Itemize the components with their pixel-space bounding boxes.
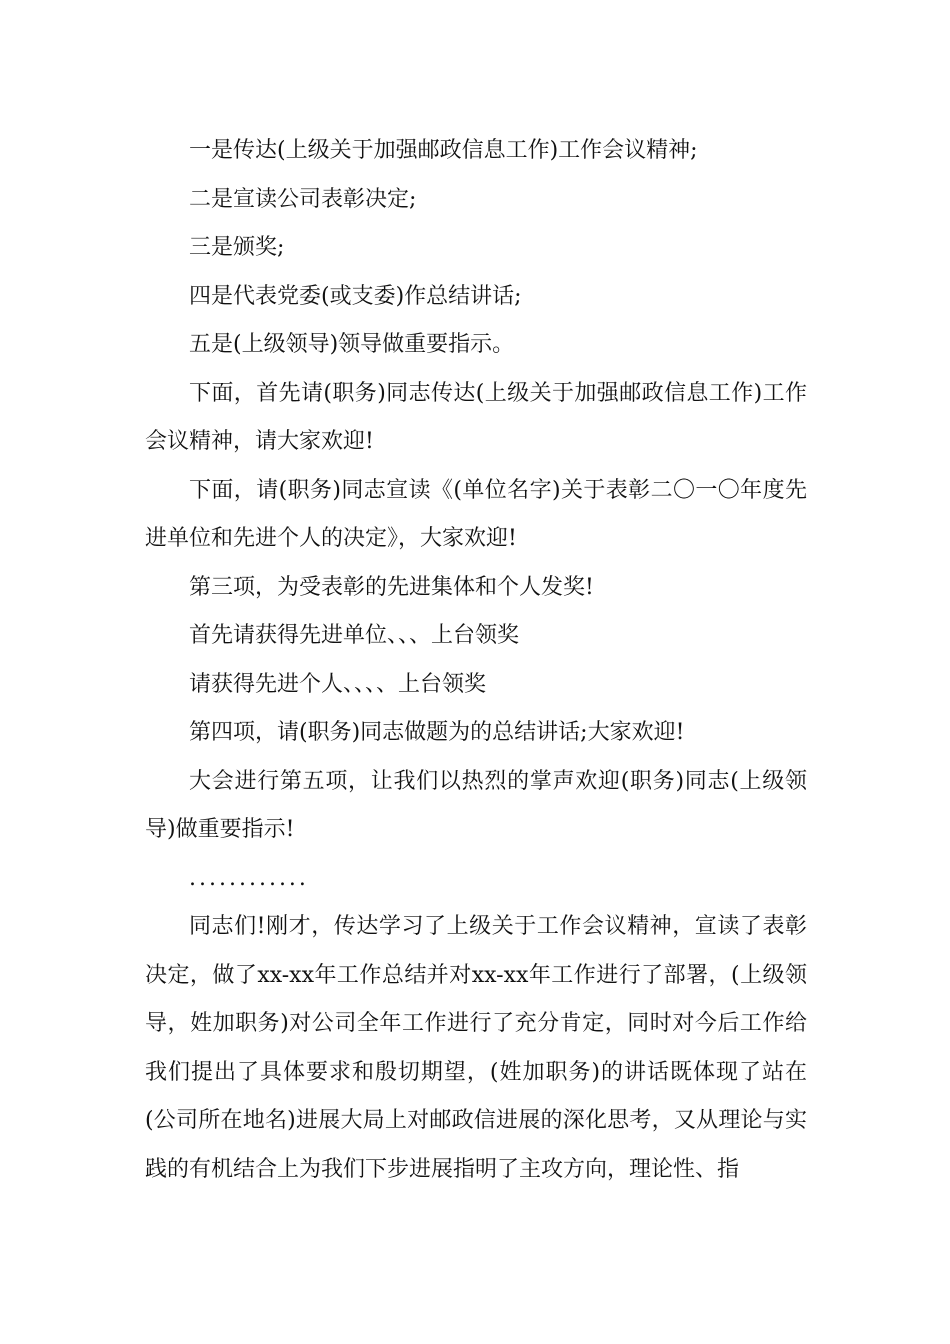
paragraph-leader-instructions: 大会进行第五项，让我们以热烈的掌声欢迎(职务)同志(上级领导)做重要指示! bbox=[145, 768, 807, 842]
agenda-item-4: 四是代表党委(或支委)作总结讲话; bbox=[189, 283, 522, 309]
paragraph-commendation-reading: 下面，请(职务)同志宣读《(单位名字)关于表彰二〇一〇年度先进单位和先进个人的决定》，大家欢迎! bbox=[145, 477, 807, 551]
paragraph-award-item: 第三项，为受表彰的先进集体和个人发奖! bbox=[189, 574, 594, 600]
paragraph-individual-awards: 请获得先进个人、、、、上台领奖 bbox=[189, 671, 487, 697]
paragraph-unit-awards: 首先请获得先进单位、、、上台领奖 bbox=[189, 623, 520, 648]
agenda-item-5: 五是(上级领导)领导做重要指示。 bbox=[189, 332, 515, 357]
paragraph-first-speech: 下面，首先请(职务)同志传达(上级关于加强邮政信息工作)工作会议精神，请大家欢迎! bbox=[145, 380, 807, 454]
agenda-item-1: 一是传达(上级关于加强邮政信息工作)工作会议精神; bbox=[189, 138, 698, 163]
agenda-item-2: 二是宣读公司表彰决定; bbox=[189, 186, 417, 212]
agenda-item-3: 三是颁奖; bbox=[189, 235, 285, 260]
paragraph-summary-speech: 第四项，请(职务)同志做题为的总结讲话;大家欢迎! bbox=[189, 720, 685, 745]
ellipsis-separator: ............ bbox=[189, 865, 309, 891]
paragraph-closing-remarks: 同志们!刚才，传达学习了上级关于工作会议精神，宣读了表彰决定，做了xx-xx年工作总结并对xx-xx年工作进行了部署，(上级领导，姓加职务)对公司全年工作进行了充分肯定，同时对今后工作给我们提出了具体要求和殷切期望，(姓加职务)的讲话既体现了站在(公司所在地名)进展大局上对邮政信进展的深化思考，又从理论与实践的有机结合上为我们下步进展指明了主攻方向，理论性、指 bbox=[145, 914, 807, 1182]
document-body bbox=[145, 127, 807, 1194]
